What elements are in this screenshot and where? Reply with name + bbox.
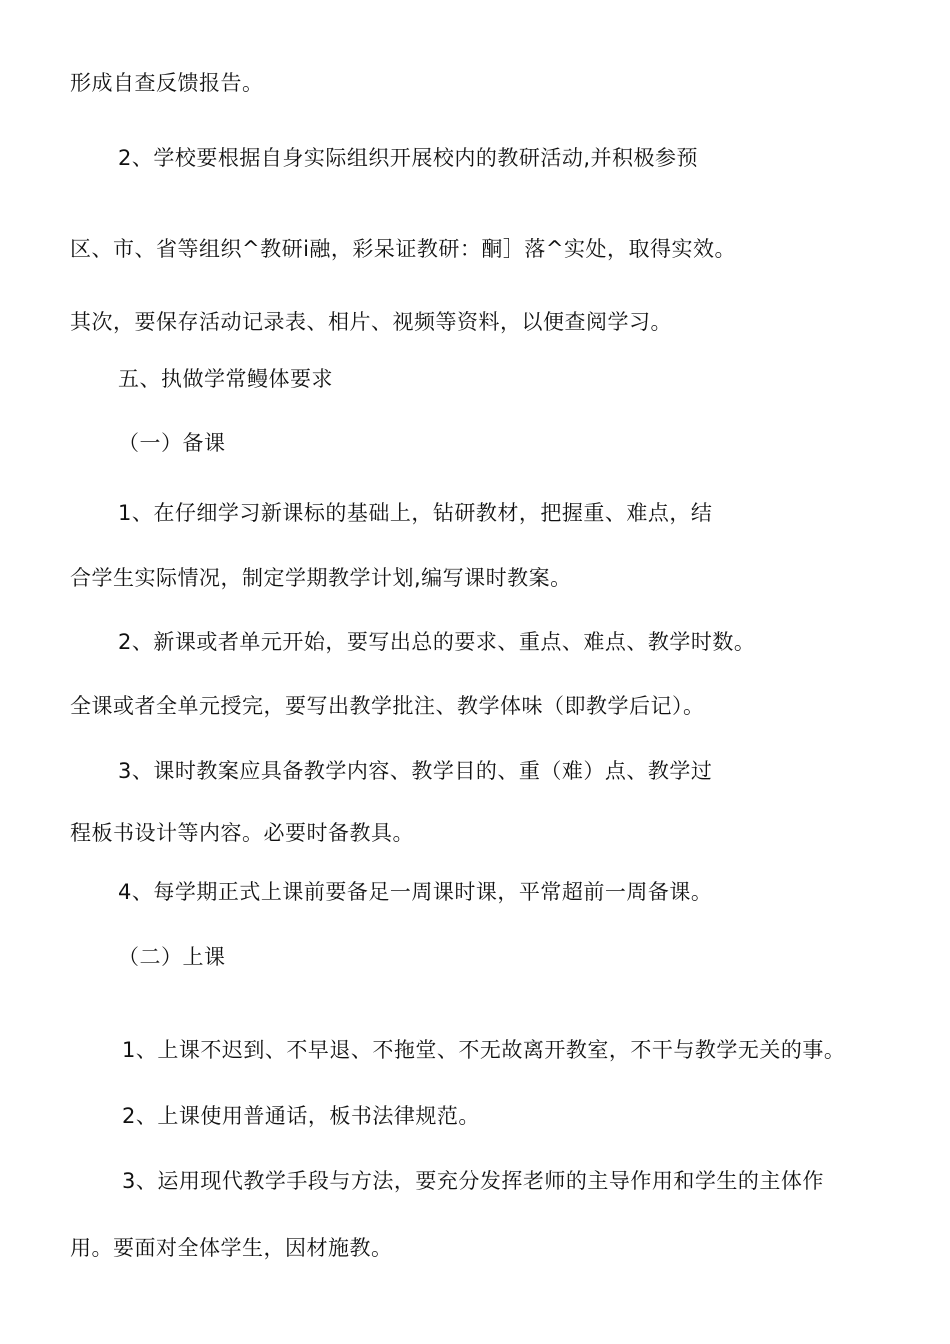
text-line: 2、新课或者单元开始，要写出总的要求、重点、难点、教学时数。 [118,630,756,654]
text-line: 合学生实际情况，制定学期教学计划,编写课时教案。 [70,566,572,590]
text-line: 全课或者全单元授完，要写出教学批注、教学体味（即教学后记）。 [70,694,705,718]
text-line: 1、上课不迟到、不早退、不拖堂、不无故离开教室，不干与教学无关的事。 [122,1038,846,1062]
text-line: 程板书设计等内容。必要时备教具。 [70,821,414,845]
text-line: 形成自查反馈报告。 [70,71,264,95]
text-line: 区、市、省等组织^教研i融，彩呆证教研：酮］落^实处，取得实效。 [70,237,737,261]
section-heading: 五、执做学常鳗体要求 [118,367,333,391]
text-line: 用。要面对全体学生，因材施教。 [70,1236,393,1260]
text-line: 2、上课使用普通话，板书法律规范。 [122,1104,480,1128]
text-line: 1、在仔细学习新课标的基础上，钻研教材，把握重、难点，结 [118,501,713,525]
text-line: 4、每学期正式上课前要备足一周课时课，平常超前一周备课。 [118,880,713,904]
text-line: 其次，要保存活动记录表、相片、视频等资料，以便查阅学习。 [70,310,672,334]
text-line: 3、课时教案应具备教学内容、教学目的、重（难）点、教学过 [118,759,713,783]
text-line: 3、运用现代教学手段与方法，要充分发挥老师的主导作用和学生的主体作 [122,1169,824,1193]
text-line: 2、学校要根据自身实际组织开展校内的教研活动,并积极参预 [118,146,699,170]
subsection-heading: （二）上课 [118,945,226,969]
subsection-heading: （一）备课 [118,431,226,455]
